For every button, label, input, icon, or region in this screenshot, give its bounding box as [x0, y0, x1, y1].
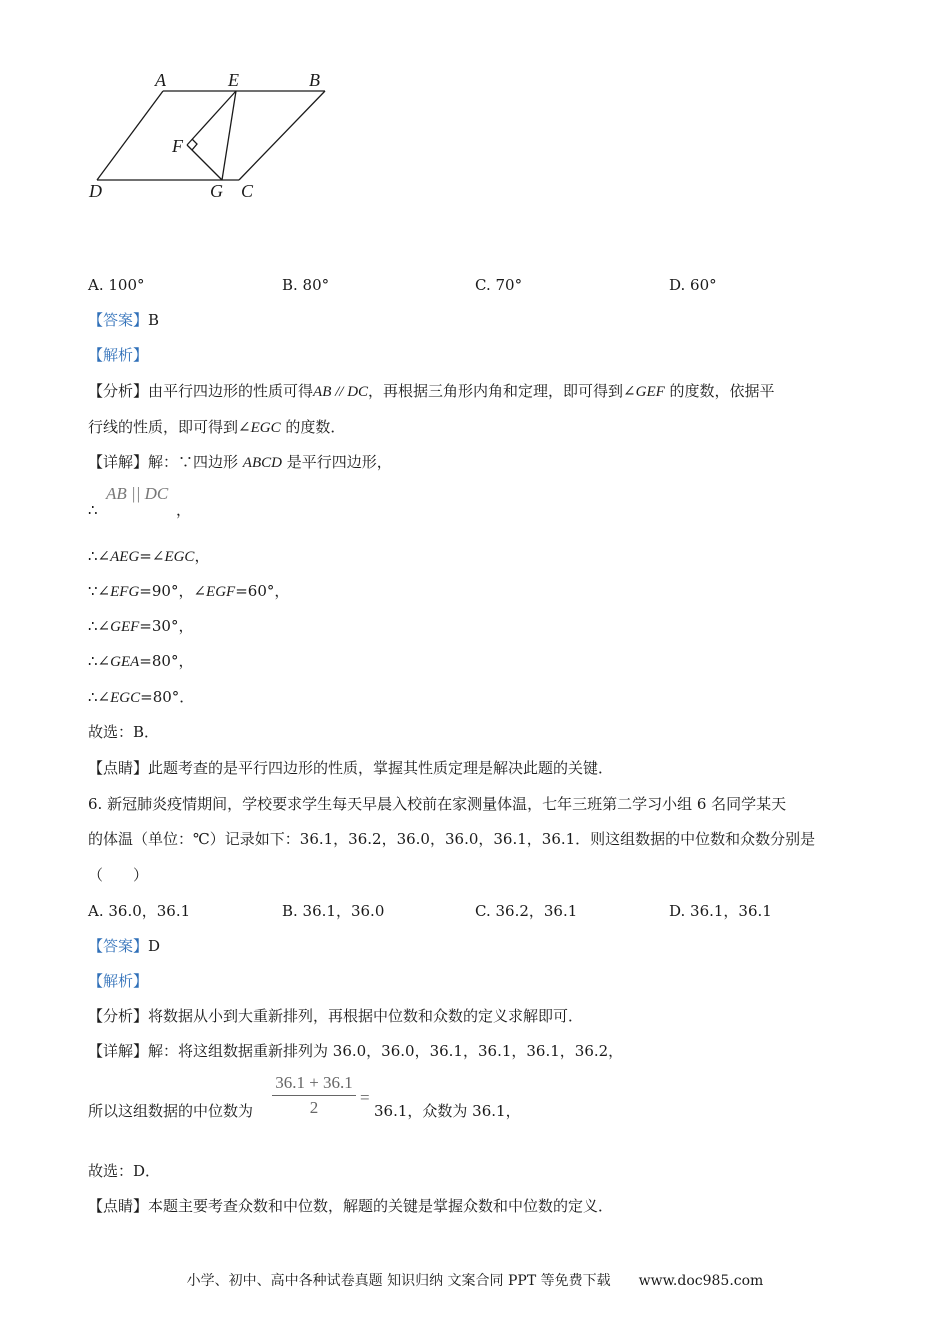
label-b: B [309, 70, 320, 90]
fenxi-text: 将数据从小到大重新排列，再根据中位数和众数的定义求解即可． [148, 1007, 584, 1025]
fenxi-formula: GEF [635, 384, 665, 400]
q5-dianjing [88, 758, 613, 778]
q6-option-c: C. 36.2，36.1 [475, 902, 578, 920]
answer-tag: 【答案】 [88, 311, 149, 329]
xiangjie-tag: 【详解】 [88, 453, 149, 471]
q5-step-4: ∴∠GEA=80°， [88, 652, 194, 670]
formula-comma: ， [176, 501, 192, 519]
xiangjie-text: 解：将这组数据重新排列为 36.0，36.0，36.1，36.1，36.1，36.2， [148, 1042, 624, 1060]
dianjing-text: 此题考查的是平行四边形的性质，掌握其性质定理是解决此题的关键． [148, 759, 614, 777]
q5-choose: 故选：B． [88, 723, 160, 741]
q5-answer [88, 310, 159, 330]
fenxi-text: 行线的性质，即可得到∠ [88, 418, 251, 436]
label-c: C [241, 181, 254, 201]
therefore-symbol: ∴ [88, 501, 98, 519]
parallelogram-figure [80, 65, 440, 205]
q5-option-d: D. 60° [669, 276, 717, 294]
q5-fenxi-line-1 [88, 381, 775, 402]
xiangjie-tag: 【详解】 [88, 1042, 149, 1060]
side-bc [239, 91, 325, 180]
fenxi-tag: 【分析】 [88, 382, 149, 400]
dianjing-text: 本题主要考查众数和中位数，解题的关键是掌握众数和中位数的定义． [148, 1197, 614, 1215]
fenxi-text: 的度数，依据平 [664, 382, 775, 400]
q5-step-5: ∴∠EGC=80°． [88, 688, 195, 706]
answer-value: B [148, 311, 160, 329]
fenxi-formula: EGC [250, 420, 281, 436]
fenxi-formula: AB // DC [313, 384, 369, 400]
q6-fenxi [88, 1006, 583, 1026]
fenxi-tag: 【分析】 [88, 1007, 149, 1025]
fraction-numerator: 36.1 + 36.1 [272, 1073, 356, 1096]
q5-step-2: ∵∠EFG=90°，∠EGF=60°， [88, 582, 290, 600]
page-footer: 小学、初中、高中各种试卷真题 知识归纳 文案合同 PPT 等免费下载 www.doc985.com [186, 1273, 764, 1289]
q6-stem-line-3: （ ） [88, 866, 149, 884]
label-f: F [172, 136, 183, 156]
side-da [97, 91, 163, 180]
label-a: A [155, 70, 166, 90]
q5-option-a: A. 100° [88, 276, 145, 294]
xiangjie-text: 是平行四边形， [281, 453, 392, 471]
formula-parallel: AB || DC [106, 484, 169, 503]
fraction-equals: = [360, 1088, 370, 1107]
q5-analysis-tag: 【解析】 [88, 346, 149, 364]
q5-option-c: C. 70° [475, 276, 523, 294]
q6-analysis-tag: 【解析】 [88, 972, 149, 990]
q6-stem-line-1: 6. 新冠肺炎疫情期间，学校要求学生每天早晨入校前在家测量体温，七年三班第二学习小组 6 名同学某天 [88, 795, 787, 813]
fraction-denominator: 2 [309, 1098, 319, 1117]
q6-answer [88, 936, 160, 956]
q6-option-d: D. 36.1，36.1 [669, 902, 772, 920]
label-d: D [89, 181, 102, 201]
label-g: G [210, 181, 223, 201]
q6-xiangjie [88, 1041, 623, 1061]
q5-fenxi-line-2 [88, 417, 345, 438]
fenxi-text: 由平行四边形的性质可得 [148, 382, 314, 400]
dianjing-tag: 【点睛】 [88, 1197, 149, 1215]
q5-xiangjie [88, 452, 392, 473]
fenxi-text: 的度数． [280, 418, 346, 436]
xiangjie-formula: ABCD [242, 455, 282, 471]
answer-tag: 【答案】 [88, 937, 149, 955]
q6-choose: 故选：D． [88, 1162, 161, 1180]
q5-step-1: ∴∠AEG=∠EGC， [88, 547, 210, 565]
q6-stem-line-2: 的体温（单位：℃）记录如下：36.1，36.2，36.0，36.0，36.1，36.1．则这组数据的中位数和众数分别是 [88, 830, 816, 848]
answer-value: D [148, 937, 161, 955]
q6-option-b: B. 36.1，36.0 [282, 902, 385, 920]
q6-median-suffix: 36.1，众数为 36.1， [374, 1102, 521, 1120]
q6-median-prefix: 所以这组数据的中位数为 [88, 1102, 254, 1120]
dianjing-tag: 【点睛】 [88, 759, 149, 777]
q6-dianjing [88, 1196, 613, 1216]
fenxi-text: ，再根据三角形内角和定理，即可得到∠ [368, 382, 636, 400]
segment-fg [187, 145, 222, 180]
median-fraction [272, 1073, 356, 1118]
q5-option-b: B. 80° [282, 276, 330, 294]
xiangjie-text: 解：∵四边形 [148, 453, 243, 471]
q6-option-a: A. 36.0，36.1 [88, 902, 191, 920]
right-angle-mark [192, 139, 197, 150]
q5-step-3: ∴∠GEF=30°， [88, 617, 194, 635]
label-e: E [228, 70, 239, 90]
